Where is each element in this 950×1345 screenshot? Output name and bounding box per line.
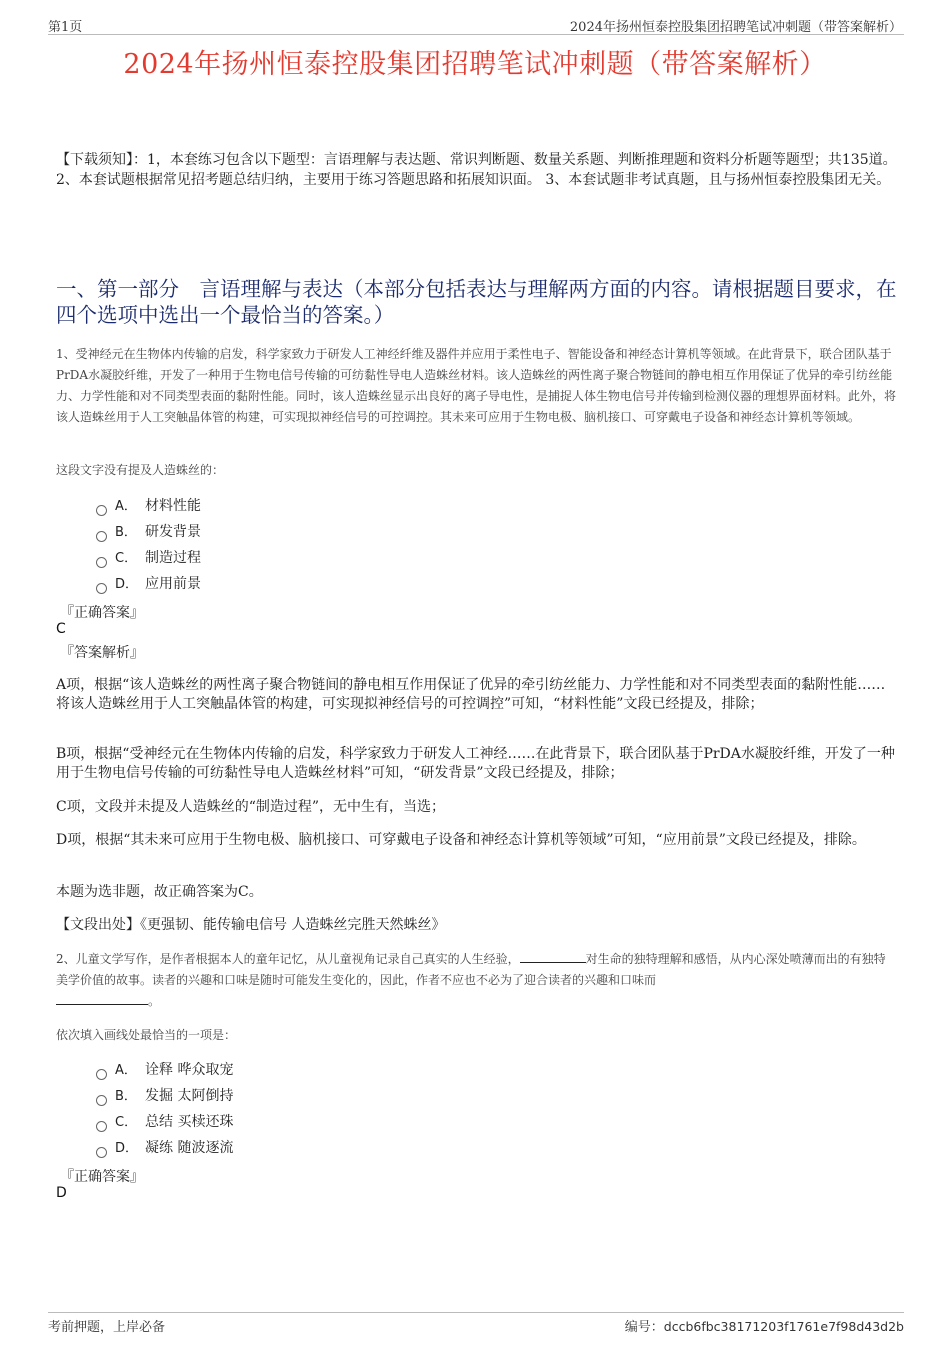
section-heading: 一、第一部分 言语理解与表达（本部分包括表达与理解两方面的内容。请根据题目要求，在四个选项中选出一个最恰当的答案。） — [56, 277, 897, 327]
option-text: 诠释 哗众取宠 — [145, 1062, 234, 1078]
option-text: 凝练 随波逐流 — [145, 1140, 234, 1156]
option-letter: D． — [115, 1141, 139, 1156]
q1-option-d[interactable] — [96, 574, 201, 594]
q1-option-b[interactable] — [96, 522, 201, 542]
q2-option-a[interactable] — [96, 1060, 233, 1080]
q1-answer: C — [56, 621, 66, 637]
option-letter: B． — [115, 525, 137, 540]
q2-blank-2 — [56, 992, 148, 1005]
footer-code — [625, 1316, 904, 1335]
q2-option-d[interactable] — [96, 1138, 233, 1158]
option-letter: A． — [115, 1063, 137, 1078]
q2-answer: D — [56, 1185, 67, 1201]
q2-answer-label: 『正确答案』 — [60, 1169, 144, 1185]
radio-icon[interactable] — [96, 1069, 107, 1080]
option-letter: C． — [115, 1115, 138, 1130]
q1-answer-label: 『正确答案』 — [60, 605, 144, 621]
option-letter: A． — [115, 499, 137, 514]
footer-code-label: 编号： — [624, 1320, 664, 1335]
radio-icon[interactable] — [96, 1095, 107, 1106]
radio-icon[interactable] — [96, 583, 107, 594]
q2-option-b[interactable] — [96, 1086, 233, 1106]
radio-icon[interactable] — [96, 1147, 107, 1158]
option-letter: D． — [115, 577, 139, 592]
q2-text-b: 对生命的独特理解和感悟，从内心深处喷薄而出的有独特美学价值的故事。读者的兴趣和口味是随时可能发生变化的，因此，作者不应也不必为了迎合读者的兴趣和口味而 — [56, 952, 886, 987]
option-text: 发掘 太阿倒持 — [145, 1088, 234, 1104]
q2-stem: 依次填入画线处最恰当的一项是： — [56, 1028, 237, 1042]
footer-code-value: dccb6fbc38171203f1761e7f98d43d2b — [663, 1319, 904, 1334]
page-header — [48, 14, 904, 35]
q1-analysis-label: 『答案解析』 — [60, 645, 144, 661]
q1-passage: 1、受神经元在生物体内传输的启发，科学家致力于研发人工神经纤维及器件并应用于柔性电子、智能设备和神经态计算机等领域。在此背景下，联合团队基于PrDA水凝胶纤维，开发了一种用于生物电信号传输的可纺黏性导电人造蛛丝材料。该人造蛛丝的两性离子聚合物链间的静电相互作用保证了优异的牵引纺丝能力、力学性能和对不同类型表面的黏附性能。同时，该人造蛛丝显示出良好的离子导电性，是捕捉人体生物电信号并传输到检测仪器的理想界面材料。此外，将该人造蛛丝用于人工突触晶体管的构建，可实现拟神经信号的可控调控。其未来可应用于生物电极、脑机接口、可穿戴电子设备和神经态计算机等领域。 — [56, 347, 897, 424]
option-text: 总结 买椟还珠 — [145, 1114, 234, 1130]
radio-icon[interactable] — [96, 1121, 107, 1132]
q1-analysis-c: C项，文段并未提及人造蛛丝的“制造过程”，无中生有，当选； — [56, 799, 446, 815]
footer-slogan: 考前押题，上岸必备 — [48, 1320, 166, 1335]
option-letter: C． — [115, 551, 138, 566]
document-title: 2024年扬州恒泰控股集团招聘笔试冲刺题（带答案解析） — [123, 49, 827, 80]
download-notice: 【下载须知】：1，本套练习包含以下题型：言语理解与表达题、常识判断题、数量关系题、判断推理题和资料分析题等题型；共135道。 2、本套试题根据常见招考题总结归纳，主要用于练习答题思路和拓展知识面。 3、本套试题非考试真题，且与扬州恒泰控股集团无关。 — [56, 152, 897, 188]
q1-analysis-b: B项，根据“受神经元在生物体内传输的启发，科学家致力于研发人工神经……在此背景下，联合团队基于PrDA水凝胶纤维，开发了一种用于生物电信号传输的可纺黏性导电人造蛛丝材料”可知，“研发背景”文段已经提及，排除； — [56, 746, 895, 781]
q2-option-c[interactable] — [96, 1112, 233, 1132]
q2-passage — [56, 949, 896, 1012]
page-number: 第1页 — [48, 20, 83, 35]
q1-conclusion: 本题为选非题，故正确答案为C。 — [56, 884, 263, 900]
q2-text-a: 2、儿童文学写作，是作者根据本人的童年记忆，从儿童视角记录自己真实的人生经验， — [56, 952, 520, 966]
q1-option-c[interactable] — [96, 548, 201, 568]
option-text: 研发背景 — [145, 524, 201, 540]
q1-analysis-d: D项，根据“其未来可应用于生物电极、脑机接口、可穿戴电子设备和神经态计算机等领域”可知，“应用前景”文段已经提及，排除。 — [56, 832, 866, 848]
q1-source: 【文段出处】《更强韧、能传输电信号 人造蛛丝完胜天然蛛丝》 — [56, 917, 446, 933]
q2-text-c: 。 — [148, 994, 161, 1008]
radio-icon[interactable] — [96, 531, 107, 542]
option-letter: B． — [115, 1089, 137, 1104]
radio-icon[interactable] — [96, 557, 107, 568]
header-doc-title: 2024年扬州恒泰控股集团招聘笔试冲刺题（带答案解析） — [569, 20, 902, 35]
radio-icon[interactable] — [96, 505, 107, 516]
option-text: 制造过程 — [145, 550, 201, 566]
option-text: 材料性能 — [145, 498, 201, 514]
q1-stem: 这段文字没有提及人造蛛丝的： — [56, 463, 225, 477]
q1-option-a[interactable] — [96, 496, 201, 516]
page-footer — [48, 1312, 904, 1335]
q2-blank-1 — [520, 950, 586, 963]
option-text: 应用前景 — [145, 576, 201, 592]
q1-analysis-a: A项，根据“该人造蛛丝的两性离子聚合物链间的静电相互作用保证了优异的牵引纺丝能力、力学性能和对不同类型表面的黏附性能……将该人造蛛丝用于人工突触晶体管的构建，可实现拟神经信号的可控调控”可知，“材料性能”文段已经提及，排除； — [56, 677, 886, 712]
